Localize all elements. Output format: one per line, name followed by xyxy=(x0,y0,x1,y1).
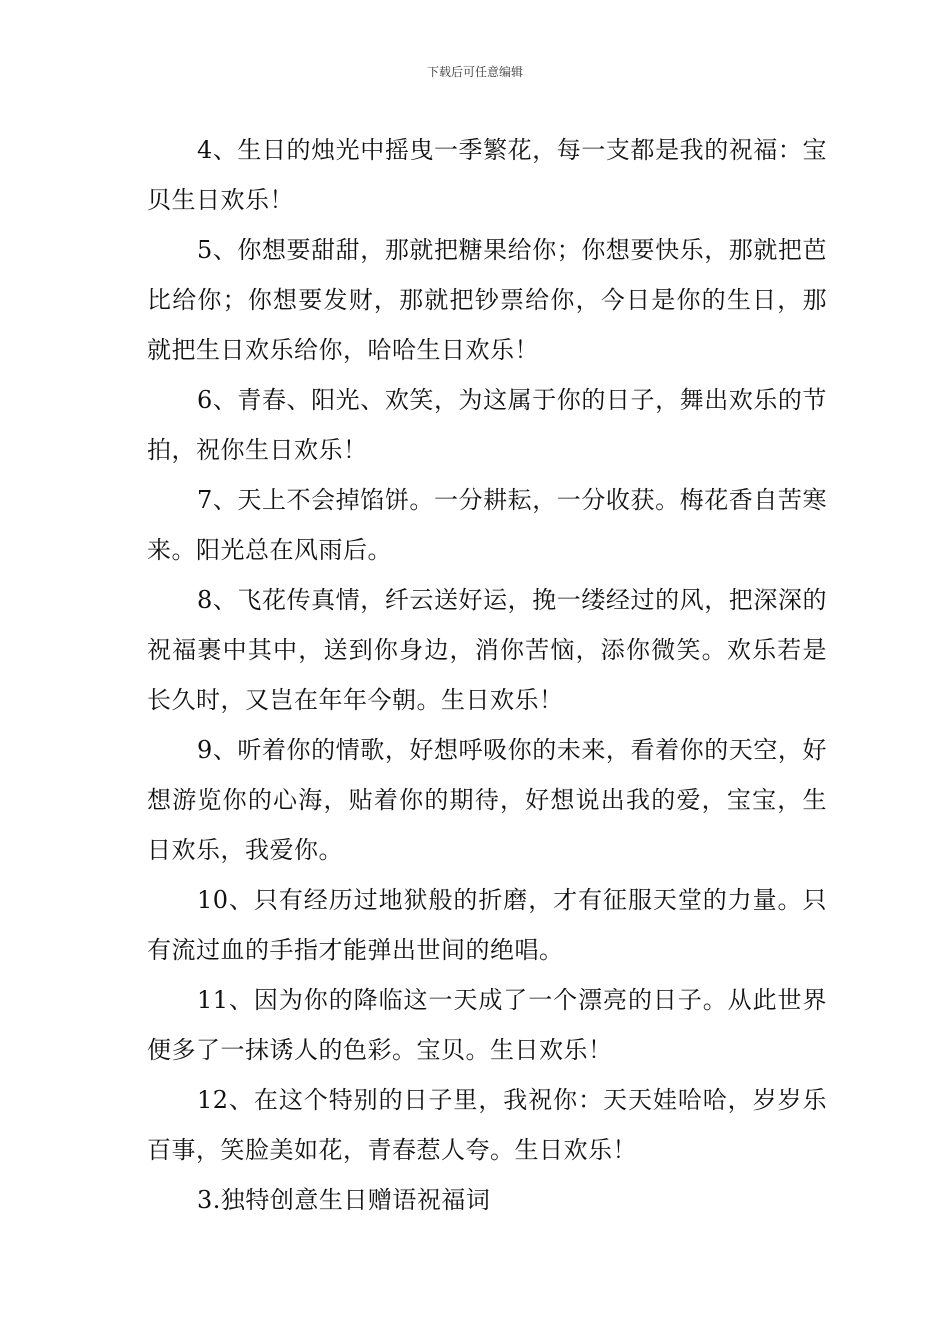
paragraph-6: 6、青春、阳光、欢笑，为这属于你的日子，舞出欢乐的节拍，祝你生日欢乐！ xyxy=(147,386,827,464)
document-body xyxy=(147,125,827,1225)
paragraph-8: 8、飞花传真情，纤云送好运，挽一缕经过的风，把深深的祝福裹中其中，送到你身边，消你苦恼，添你微笑。欢乐若是长久时，又岂在年年今朝。生日欢乐！ xyxy=(147,586,827,714)
page-header-note: 下载后可任意编辑 xyxy=(426,65,523,79)
section-heading: 3.独特创意生日赠语祝福词 xyxy=(197,1186,491,1214)
paragraph-11: 11、因为你的降临这一天成了一个漂亮的日子。从此世界便多了一抹诱人的色彩。宝贝。生日欢乐！ xyxy=(147,986,827,1064)
paragraph-4: 4、生日的烛光中摇曳一季繁花，每一支都是我的祝福：宝贝生日欢乐！ xyxy=(147,136,827,214)
paragraph-10: 10、只有经历过地狱般的折磨，才有征服天堂的力量。只有流过血的手指才能弹出世间的绝唱。 xyxy=(147,886,827,964)
paragraph-5: 5、你想要甜甜，那就把糖果给你；你想要快乐，那就把芭比给你；你想要发财，那就把钞票给你，今日是你的生日，那就把生日欢乐给你，哈哈生日欢乐！ xyxy=(147,236,827,364)
paragraph-12: 12、在这个特别的日子里，我祝你：天天娃哈哈，岁岁乐百事，笑脸美如花，青春惹人夸。生日欢乐！ xyxy=(147,1086,827,1164)
paragraph-9: 9、听着你的情歌，好想呼吸你的未来，看着你的天空，好想游览你的心海，贴着你的期待，好想说出我的爱，宝宝，生日欢乐，我爱你。 xyxy=(147,736,827,864)
paragraph-7: 7、天上不会掉馅饼。一分耕耘，一分收获。梅花香自苦寒来。阳光总在风雨后。 xyxy=(147,486,827,564)
